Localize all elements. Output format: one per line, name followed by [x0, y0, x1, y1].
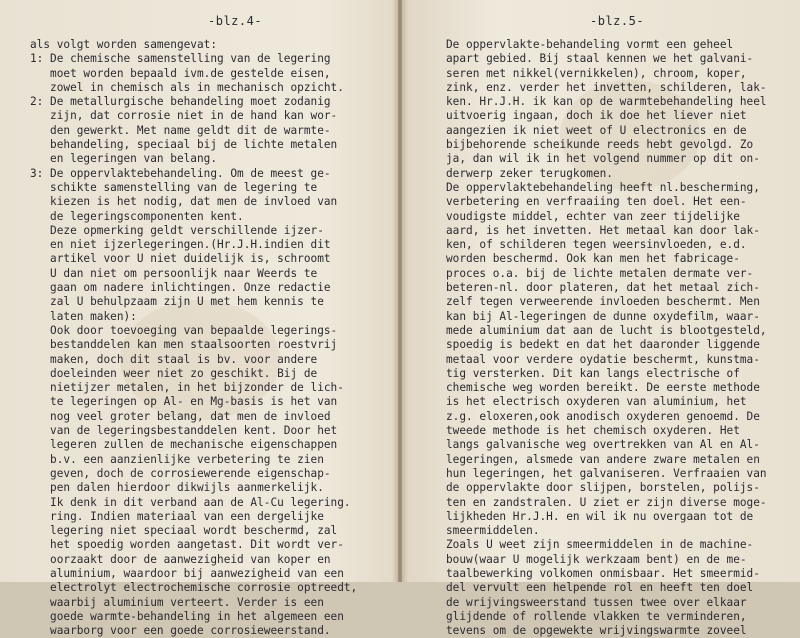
text-line: zelf tegen verweerende invloeden beschermt. Men: [446, 295, 760, 309]
text-line: Zoals U weet zijn smeermiddelen in de machine-: [446, 538, 754, 552]
text-line: aard, is het invetten. Het metaal kan door lak-: [446, 223, 760, 237]
text-line: metaal voor verdere oydatie beschermt, kunstma-: [446, 352, 760, 366]
text-line: de oppervlakte door slijpen, borstelen, polijs-: [446, 481, 760, 495]
text-line: goede warmte-behandeling in het algemeen een: [30, 609, 344, 623]
text-line: de legeringscomponenten kent.: [30, 209, 244, 223]
text-line: nietijzer metalen, in het bijzonder de lich-: [30, 381, 344, 395]
text-line: spoedig is bedekt en dat het daaronder liggende: [446, 338, 760, 352]
text-line: verbetering en verfraaiing ten doel. Het een-: [446, 195, 747, 209]
text-line: apart gebied. Bij staal kennen we het galvani-: [446, 52, 754, 66]
page-body-text: [30, 38, 357, 638]
text-line: laten maken):: [30, 309, 137, 323]
text-line: taalbewerking volkomen onmisbaar. Het smeermid-: [446, 566, 760, 580]
text-line: zal U behulpzaam zijn U met hem kennis te: [30, 295, 324, 309]
text-line: ja, dan wil ik in het volgend nummer op dit on-: [446, 152, 760, 166]
text-line: als volgt worden samengevat:: [30, 38, 218, 51]
text-line: schikte samenstelling van de legering te: [30, 180, 318, 194]
text-line: glijdende of rollende vlakken te verminderen,: [446, 609, 747, 623]
text-line: ken, of schilderen tegen weersinvloeden, e.d.: [446, 238, 747, 252]
text-line: tevens om de opgewekte wrijvingswarmte zoveel: [446, 624, 747, 638]
text-line: De oppervlaktebehandeling heeft nl.bescherming,: [446, 180, 760, 194]
text-line: gaan om nadere inlichtingen. Onze redactie: [30, 281, 331, 295]
text-line: legeren zullen de mechanische eigenschappen: [30, 438, 338, 452]
text-line: lijkheden Hr.J.H. en wil ik nu overgaan tot de: [446, 509, 754, 523]
text-line: zink, enz. verder het invetten, schilderen, lak-: [446, 80, 767, 94]
text-line: proces o.a. bij de lichte metalen dermate ver-: [446, 266, 754, 280]
text-line: het spoedig worden aangetast. Dit wordt ver-: [30, 538, 344, 552]
page-number: -blz.5-: [590, 14, 645, 28]
text-line: waarbij aluminium verteert. Verder is een: [30, 595, 324, 609]
text-line: waarborg voor een goede corrosieweerstand.: [30, 624, 331, 638]
text-line: uitvoerig ingaan, doch ik doe het liever niet: [446, 109, 747, 123]
text-line: pen dalen hierdoor dikwijls aanmerkelijk.: [30, 481, 324, 495]
page-body-text: [446, 38, 767, 638]
text-line: ten en zandstralen. U ziet er zijn diverse moge-: [446, 495, 767, 509]
text-line: derwerp zeker terugkomen.: [446, 166, 613, 180]
text-line: Ook door toevoeging van bepaalde legerings-: [30, 323, 338, 337]
text-line: del vervult een helpende rol en heeft ten doel: [446, 581, 754, 595]
text-line: kiezen is het nodig, dat men de invloed van: [30, 195, 338, 209]
text-line: artikel voor U niet duidelijk is, schroomt: [30, 252, 331, 266]
text-line: kan bij Al-legeringen de dunne oxydefilm, waar-: [446, 309, 760, 323]
text-line: langs galvanische weg overtrekken van Al en Al-: [446, 438, 760, 452]
text-line: aluminium, waardoor bij aanwezigheid van een: [30, 566, 344, 580]
text-line: zowel in chemisch als in mechanisch opzicht.: [30, 80, 344, 94]
text-line: 2: De metallurgische behandeling moet zodanig: [30, 95, 331, 109]
text-line: den gewerkt. Met name geldt dit de warmte-: [30, 123, 331, 137]
page-number: -blz.4-: [208, 14, 263, 28]
text-line: bestanddelen kan men staalsoorten roestvrij: [30, 338, 338, 352]
text-line: hun legeringen, het galvaniseren. Verfraaien van: [446, 466, 767, 480]
text-line: doeleinden weer niet zo geschikt. Bij de: [30, 366, 318, 380]
text-line: beteren-nl. door plateren, dat het metaal zich-: [446, 281, 760, 295]
text-line: ken. Hr.J.H. ik kan op de warmtebehandeling heel: [446, 95, 767, 109]
text-line: is het electrisch oxyderen van aluminium, het: [446, 395, 747, 409]
text-line: U dan niet om persoonlijk naar Weerds te: [30, 266, 318, 280]
text-line: bijbehorende scheikunde reeds hebt gevolgd. Zo: [446, 138, 754, 152]
text-line: 3: De oppervlaktebehandeling. Om de meest ge-: [30, 166, 331, 180]
text-line: tig versterken. Dit kan langs electrische of: [446, 366, 740, 380]
text-line: Deze opmerking geldt verschillende ijzer-: [30, 223, 324, 237]
text-line: mede aluminium dat aan de lucht is blootgesteld,: [446, 323, 767, 337]
text-line: geven, doch de corrosiewerende eigenschap-: [30, 466, 331, 480]
text-line: bouw(waar U mogelijk werkzaam bent) en de me-: [446, 552, 747, 566]
text-line: zijn, dat corrosie niet in de hand kan wor-: [30, 109, 338, 123]
text-line: nog veel groter belang, dat men de invloed: [30, 409, 331, 423]
text-line: 1: De chemische samenstelling van de legering: [30, 52, 331, 66]
text-line: smeermiddelen.: [446, 524, 540, 538]
text-line: ring. Indien materiaal van een dergelijke: [30, 509, 324, 523]
text-line: voudigste middel, echter van zeer tijdelijke: [446, 209, 740, 223]
text-line: legering niet speciaal wordt beschermd, zal: [30, 524, 338, 538]
text-line: seren met nikkel(vernikkelen), chroom, koper,: [446, 66, 747, 80]
text-line: te legeringen op Al- en Mg-basis is het van: [30, 395, 338, 409]
text-line: electrolyt electrochemische corrosie optreedt,: [30, 581, 358, 595]
text-line: z.g. eloxeren,ook anodisch oxyderen genoemd. De: [446, 409, 760, 423]
text-line: tweede methode is het chemisch oxyderen. Het: [446, 424, 740, 438]
text-line: aangezien ik niet weet of U electronics en de: [446, 123, 747, 137]
text-line: legeringen, alsmede van andere zware metalen en: [446, 452, 760, 466]
text-line: chemische weg worden bereikt. De eerste methode: [446, 381, 760, 395]
text-line: b.v. een aanzienlijke verbetering te zien: [30, 452, 324, 466]
text-line: moet worden bepaald ivm.de gestelde eisen,: [30, 66, 331, 80]
right-page: [402, 0, 800, 638]
text-line: en legeringen van belang.: [30, 152, 218, 166]
text-line: maken, doch dit staal is bv. voor andere: [30, 352, 318, 366]
text-line: Ik denk in dit verband aan de Al-Cu legering.: [30, 495, 351, 509]
text-line: van de legeringsbestanddelen kent. Door het: [30, 424, 338, 438]
text-line: en niet ijzerlegeringen.(Hr.J.H.indien dit: [30, 238, 331, 252]
text-line: behandeling, speciaal bij de lichte metalen: [30, 138, 338, 152]
text-line: oorzaakt door de aanwezigheid van koper en: [30, 552, 331, 566]
text-line: De oppervlakte-behandeling vormt een geheel: [446, 38, 734, 51]
left-page: [0, 0, 398, 638]
text-line: de wrijvingsweerstand tussen twee over elkaar: [446, 595, 747, 609]
text-line: worden beschermd. Ook kan men het fabricage-: [446, 252, 740, 266]
